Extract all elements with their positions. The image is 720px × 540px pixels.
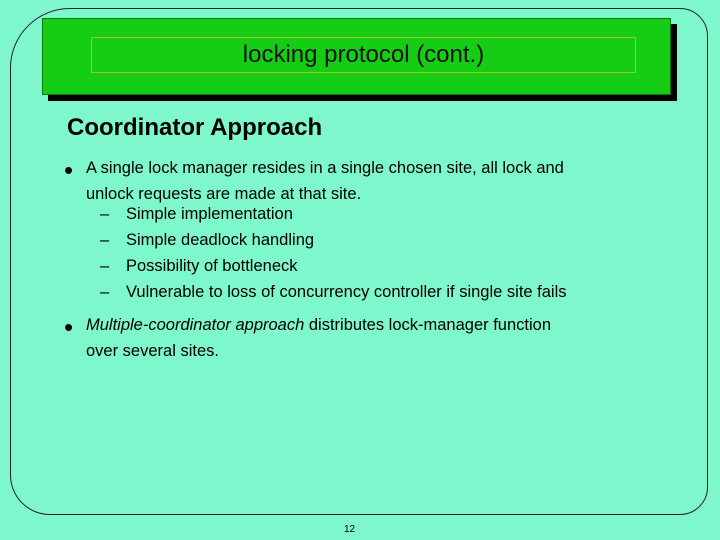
title-box bbox=[42, 18, 671, 95]
subitem-3 bbox=[100, 253, 298, 279]
bullet-1-line-1: A single lock manager resides in a single chosen site, all lock and bbox=[86, 159, 564, 177]
subitem-3-label: Possibility of bottleneck bbox=[126, 257, 298, 275]
bullet-2-rest: distributes lock-manager function bbox=[304, 316, 551, 334]
dash-glyph: – bbox=[100, 205, 110, 223]
bullet-2-glyph: • bbox=[64, 312, 74, 342]
bullet-1-text bbox=[86, 155, 646, 207]
title-inner-border bbox=[91, 37, 636, 73]
bullet-1-line-2: unlock requests are made at that site. bbox=[86, 185, 362, 203]
subitem-2 bbox=[100, 227, 314, 253]
dash-glyph: – bbox=[100, 283, 110, 301]
page-number: 12 bbox=[344, 524, 356, 535]
subitem-2-label: Simple deadlock handling bbox=[126, 231, 315, 249]
dash-glyph: – bbox=[100, 257, 110, 275]
bullet-2-text bbox=[86, 312, 646, 364]
bullet-2-line-2: over several sites. bbox=[86, 342, 219, 360]
slide-title: locking protocol (cont.) bbox=[242, 41, 485, 68]
subitem-4 bbox=[100, 279, 567, 305]
dash-glyph: – bbox=[100, 231, 110, 249]
section-heading: Coordinator Approach bbox=[67, 114, 323, 141]
subitem-4-label: Vulnerable to loss of concurrency controller if single site fails bbox=[126, 283, 567, 301]
subitem-1 bbox=[100, 201, 293, 227]
subitem-1-label: Simple implementation bbox=[126, 205, 293, 223]
bullet-1-glyph: • bbox=[64, 155, 74, 185]
bullet-2-line-1 bbox=[86, 312, 646, 338]
bullet-2-emphasis: Multiple-coordinator approach bbox=[86, 316, 305, 334]
